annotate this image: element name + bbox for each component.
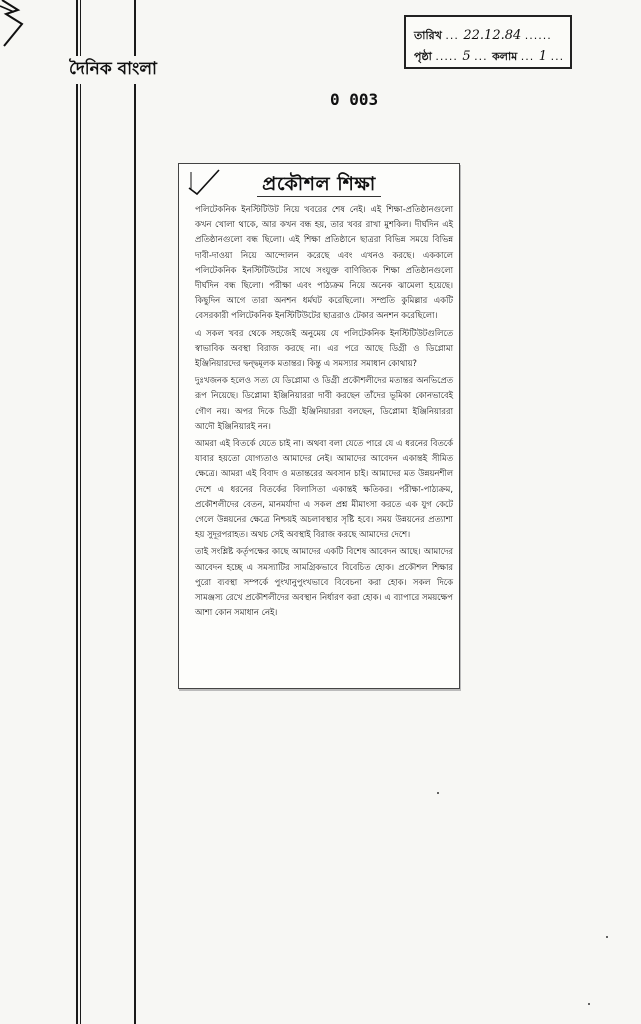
article-title: প্রকৌশল শিক্ষা	[262, 173, 376, 195]
scan-speck	[588, 1003, 590, 1005]
stamp-date-value: 22.12.84	[463, 28, 522, 43]
stamp-date-row: তারিখ ... 22.12.84 ......	[414, 28, 552, 43]
article-body	[195, 202, 453, 622]
left-margin-rule-inner	[80, 0, 81, 1024]
article-paragraph: দুঃখজনক হলেও সত্য যে ডিপ্লোমা ও ডিগ্রী প্রকৌশলীদের মতান্তর অনভিপ্রেত রূপ নিয়েছে। ডিপ্লোমা ইঞ্জিনিয়াররা দাবী করছেন তাঁদের ভূমিকা কোনভাবেই গৌণ নয়। অপর দিকে ডিগ্রী ইঞ্জিনিয়াররা বলছেন, ডিপ্লোমা ইঞ্জিনিয়াররা আদৌ ইঞ্জিনিয়ারই নন।	[195, 375, 453, 431]
article-paragraph: তাই সংশ্লিষ্ট কর্তৃপক্ষের কাছে আমাদের একটি বিশেষ আবেদন আছে। আমাদের আবেদন হচ্ছে এ সমস্যাটির সামগ্রিকভাবে বিবেচিত হোক। প্রকৌশল শিক্ষার পুরো ব্যবস্থা সম্পর্কে পুংখানুপুংখভাবে বিবেচনা করা হোক। সকল দিকে সামঞ্জস্য রেখে প্রকৌশলীদের অবস্থান নির্ধারণ করা হোক। এ ব্যাপারে সময়ক্ষেপ আশা কোন সমাধান নেই।	[195, 546, 453, 618]
stamp-page-value: 5	[462, 49, 471, 64]
stamp-page-label: পৃষ্ঠা	[414, 50, 432, 63]
article-paragraph: পলিটেকনিক ইনস্টিটিউট নিয়ে খবরের শেষ নেই। এই শিক্ষা-প্রতিষ্ঠানগুলো কখন খোলা থাকে, আর কখন বন্ধ হয়, তার খবর রাখা মুশকিল। দীর্ঘদিন এই প্রতিষ্ঠানগুলো বন্ধ ছিলো। এই শিক্ষা প্রতিষ্ঠানে ছাত্ররা বিভিন্ন সময়ে বিভিন্ন দাবী-দাওয়া নিয়ে আন্দোলন করেছে এবং এখনও করছে। এককালে পলিটেকনিক ইনস্টিটিউটের সাথে সংযুক্ত বাণিজ্যিক শিক্ষা প্রতিষ্ঠানগুলো দীর্ঘদিন বন্ধ ছিলো। পরীক্ষা এবং পাঠ্যক্রম নিয়ে অনেক ঝামেলা হয়েছে। কিছুদিন আগে তারা অনশন ধর্মঘট করেছিলো। সম্প্রতি কুমিল্লার একটি বেসরকারী পলিটেকনিক ইনস্টিটিউটের ছাত্ররাও টেকার অনশন করেছিলো।	[195, 204, 453, 321]
stamp-column-label: কলাম	[492, 50, 518, 63]
article-paragraph: আমরা এই বিতর্কে যেতে চাই না। অথবা বলা যেতে পারে যে এ ধরনের বিতর্কে যাবার হয়তো যোগ্যতাও আমাদের নেই। আমাদের আবেদন একান্তই সীমিত ক্ষেত্রে। আমরা এই বিবাদ ও মতান্তরের অবসান চাই। আমাদের মত উন্নয়নশীল দেশে এ ধরনের বিতর্কের বিলাসিতা একান্তই ক্ষতিকর। পরীক্ষা-পাঠ্যক্রম, প্রকৌশলীদের বেতন, মানমর্যাদা এ সকল প্রশ্ন মীমাংসা করতে এক যুগ কেটে গেলে উন্নয়নের ক্ষেত্রে নিশ্চয়ই অচলাবস্থার সৃষ্টি হবে। সময় উন্নয়নের প্রত্যাশা হয় সুদূরপরাহত। অথচ সেই অবস্থাই বিরাজ করছে আমাদের দেশে।	[195, 438, 453, 540]
scan-speck	[437, 792, 439, 794]
stamp-column-value: 1	[538, 49, 548, 64]
stamp-date-label: তারিখ	[414, 29, 442, 42]
corner-tear-mark	[0, 0, 26, 48]
binding-margin-rule	[134, 0, 136, 1024]
newspaper-name: দৈনিক বাংলা	[67, 56, 159, 84]
stamp-page-row: পৃষ্ঠা ..... 5 ... কলাম ... 1 ...	[414, 49, 565, 64]
scan-speck	[606, 936, 608, 938]
left-margin-rule	[76, 0, 78, 1024]
article-paragraph: এ সকল খবর থেকে সহজেই অনুমেয় যে পলিটেকনিক ইনস্টিটিউটগুলিতে স্বাভাবিক অবস্থা বিরাজ করছে না। এর পরে আছে ডিগ্রী ও ডিপ্লোমা ইঞ্জিনিয়ারদের দ্বন্দ্বমূলক মতান্তর। কিন্তু এ সমস্যার সমাধান কোথায়?	[195, 327, 453, 369]
clipping-stamp	[404, 15, 572, 69]
archive-page-number: 0 003	[330, 90, 379, 109]
title-underline	[257, 196, 381, 197]
newspaper-clipping	[178, 163, 460, 689]
